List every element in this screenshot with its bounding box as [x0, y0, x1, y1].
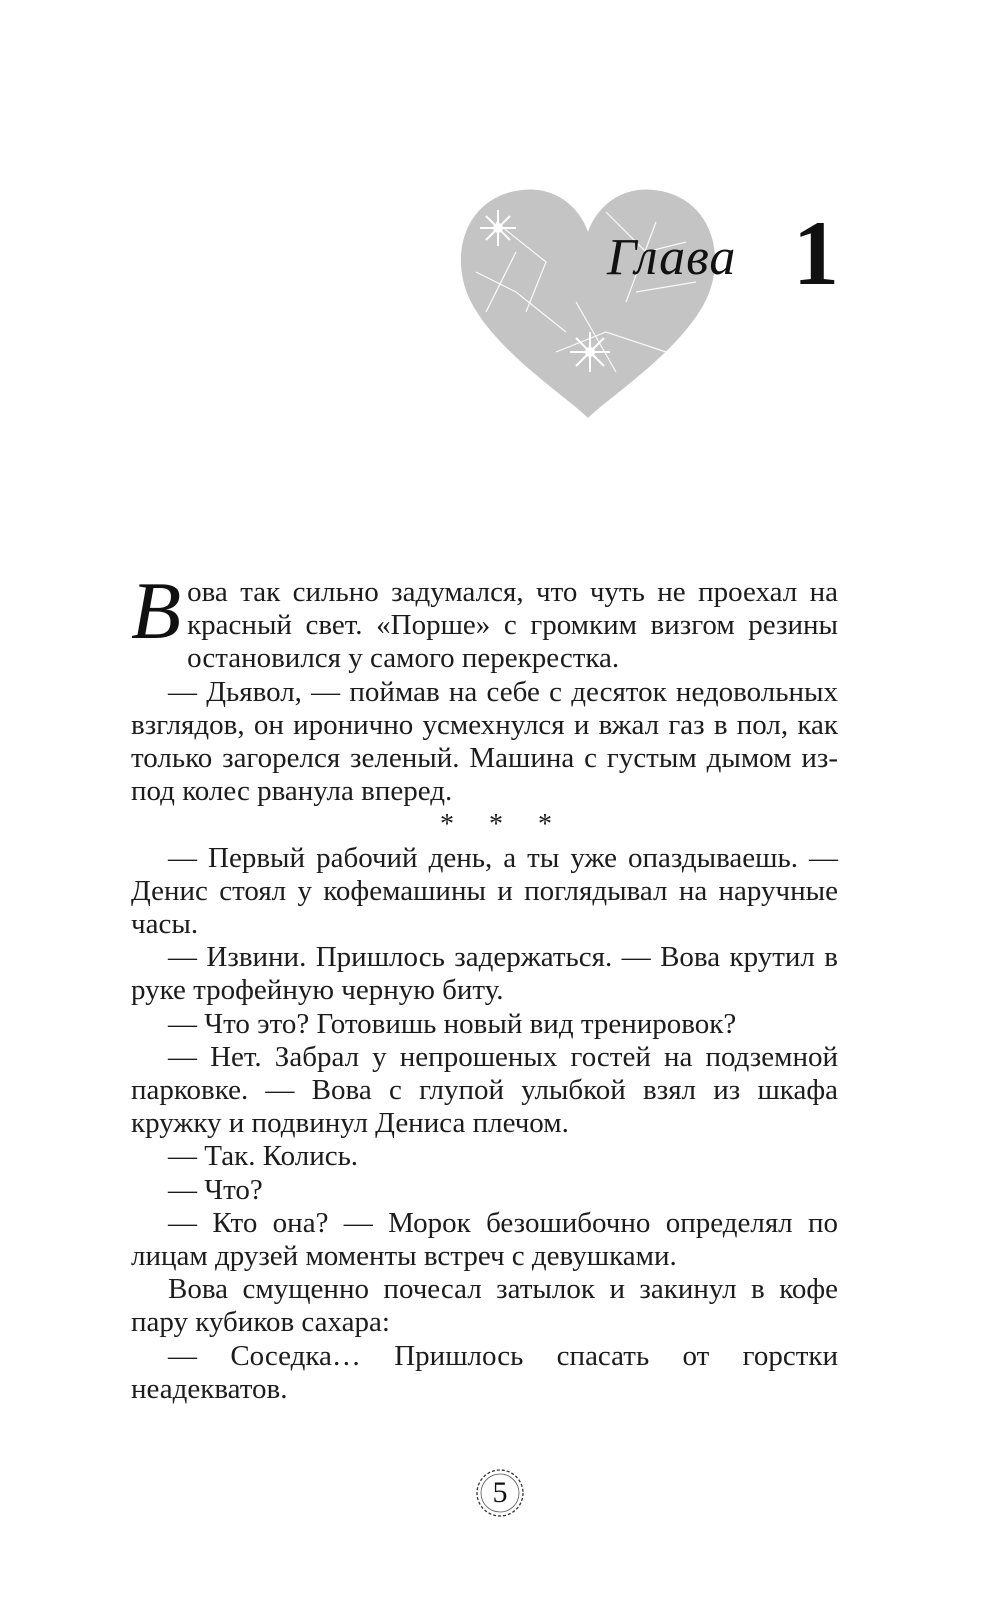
chapter-title-word: Глава	[607, 229, 737, 286]
paragraph: — Соседка… Пришлось спасать от горстки неадекватов.	[131, 1339, 838, 1405]
paragraph: — Кто она? — Морок безошибочно определял по лицам друзей моменты встреч с девушками.	[131, 1206, 838, 1273]
paragraph: Вова так сильно задумался, что чуть не проехал на красный свет. «Порше» с громким визгом резины остановился у самого перекрестка.	[131, 565, 838, 675]
paragraph: — Так. Колись.	[168, 1140, 359, 1173]
paragraph: — Нет. Забрал у непрошеных гостей на подземной парковке. — Вова с глупой улыбкой взял из шкафа кружку и подвинул Дениса плечом.	[131, 1040, 838, 1140]
chapter-number: 1	[793, 202, 839, 304]
paragraph: — Что это? Готовишь новый вид тренировок?	[168, 1007, 737, 1040]
paragraph: — Извини. Пришлось задержаться. — Вова крутил в руке трофейную черную биту.	[131, 941, 838, 1007]
paragraph: — Первый рабочий день, а ты уже опаздываешь. — Денис стоял у кофемашины и поглядывал на наручные часы.	[131, 841, 838, 941]
paragraph: — Дьявол, — поймав на себе с десяток недовольных взглядов, он иронично усмехнулся и вжал газ в пол, как только загорелся зеленый. Машина с густым дымом из-под колес рванула вперед.	[131, 675, 838, 808]
sparkle-icon	[570, 332, 610, 372]
page-number-badge	[472, 1465, 528, 1521]
chapter-text	[131, 565, 838, 1406]
paragraph: Вова смущенно почесал затылок и закинул в кофе пару кубиков сахара:	[131, 1273, 838, 1339]
paragraph: — Что?	[168, 1173, 263, 1206]
page-number: 5	[492, 1476, 508, 1509]
drop-cap: В	[131, 565, 182, 656]
section-break: * * *	[440, 809, 566, 841]
heart-icon	[456, 182, 721, 422]
